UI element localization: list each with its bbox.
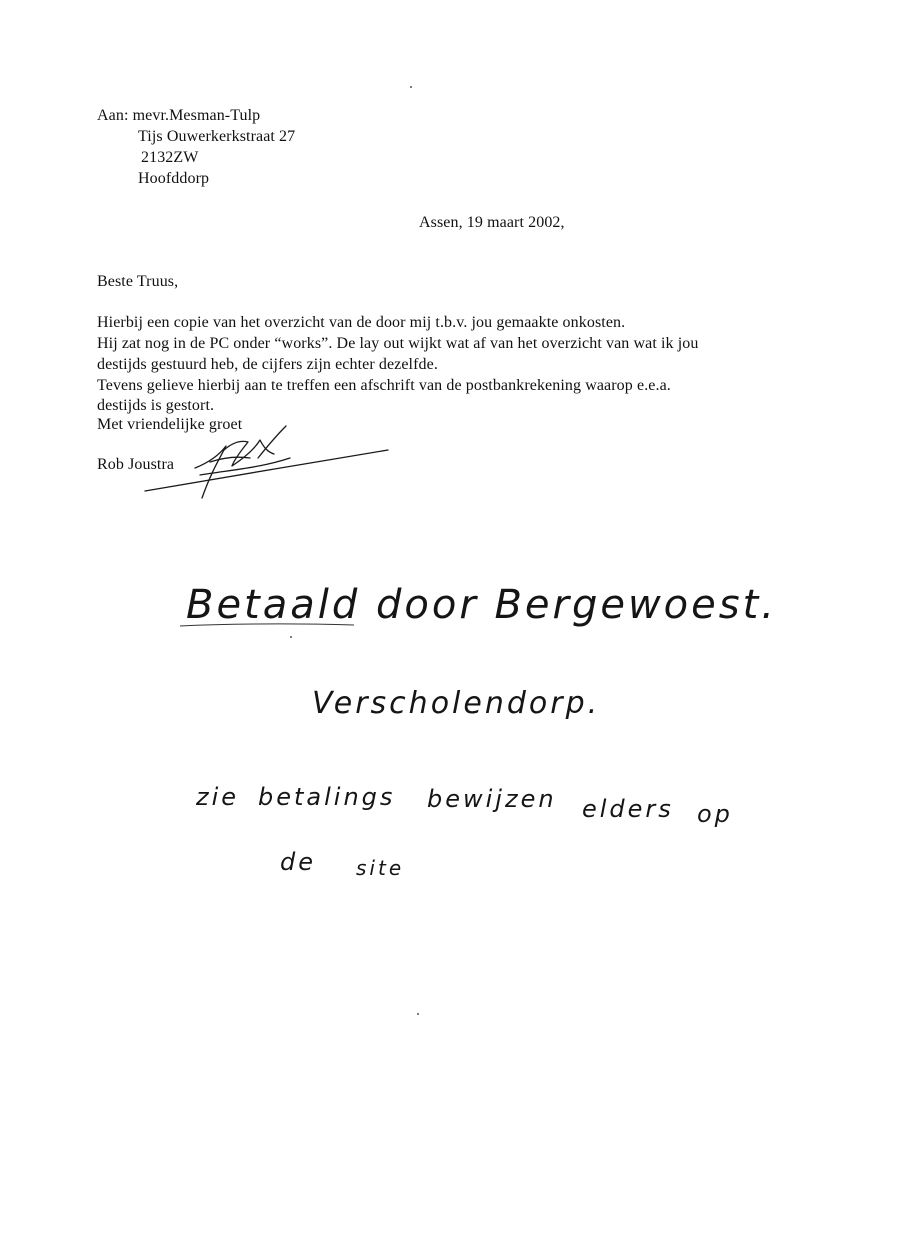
scan-speck	[417, 1013, 419, 1015]
handwritten-word: elders	[582, 795, 674, 823]
handwritten-line-1: Betaald door Bergewoest.	[186, 582, 778, 628]
body-line: destijds gestuurd heb, de cijfers zijn echter dezelfde.	[97, 356, 438, 373]
handwritten-word: bewijzen	[427, 785, 557, 813]
signature	[140, 418, 440, 508]
handwritten-word: betalings	[258, 783, 396, 811]
body-line: Hij zat nog in de PC onder “works”. De lay out wijkt wat af van het overzicht van wat ik jou	[97, 335, 699, 352]
recipient-line: Aan: mevr.Mesman-Tulp	[97, 107, 261, 124]
handwritten-word: site	[356, 856, 405, 880]
handwritten-word: zie	[196, 783, 240, 811]
recipient-postcode: 2132ZW	[141, 149, 199, 166]
closing: Met vriendelijke groet	[97, 416, 243, 433]
sender-name: Rob Joustra	[97, 456, 175, 473]
salutation: Beste Truus,	[97, 273, 179, 290]
recipient-street: Tijs Ouwerkerkstraat 27	[138, 128, 296, 145]
handwritten-word: op	[697, 800, 733, 828]
body-line: Hierbij een copie van het overzicht van de door mij t.b.v. jou gemaakte onkosten.	[97, 314, 626, 331]
scan-speck	[410, 86, 412, 88]
handwritten-word: de	[280, 848, 316, 876]
body-line: Tevens gelieve hierbij aan te treffen een afschrift van de postbankrekening waarop e.e.a.	[97, 377, 671, 394]
recipient-city: Hoofddorp	[138, 170, 210, 187]
body-line: destijds is gestort.	[97, 397, 215, 414]
handwritten-line-2: Verscholendorp.	[312, 686, 601, 721]
scan-speck	[290, 636, 292, 638]
place-date: Assen, 19 maart 2002,	[419, 214, 565, 231]
handwriting-underline	[178, 620, 358, 630]
